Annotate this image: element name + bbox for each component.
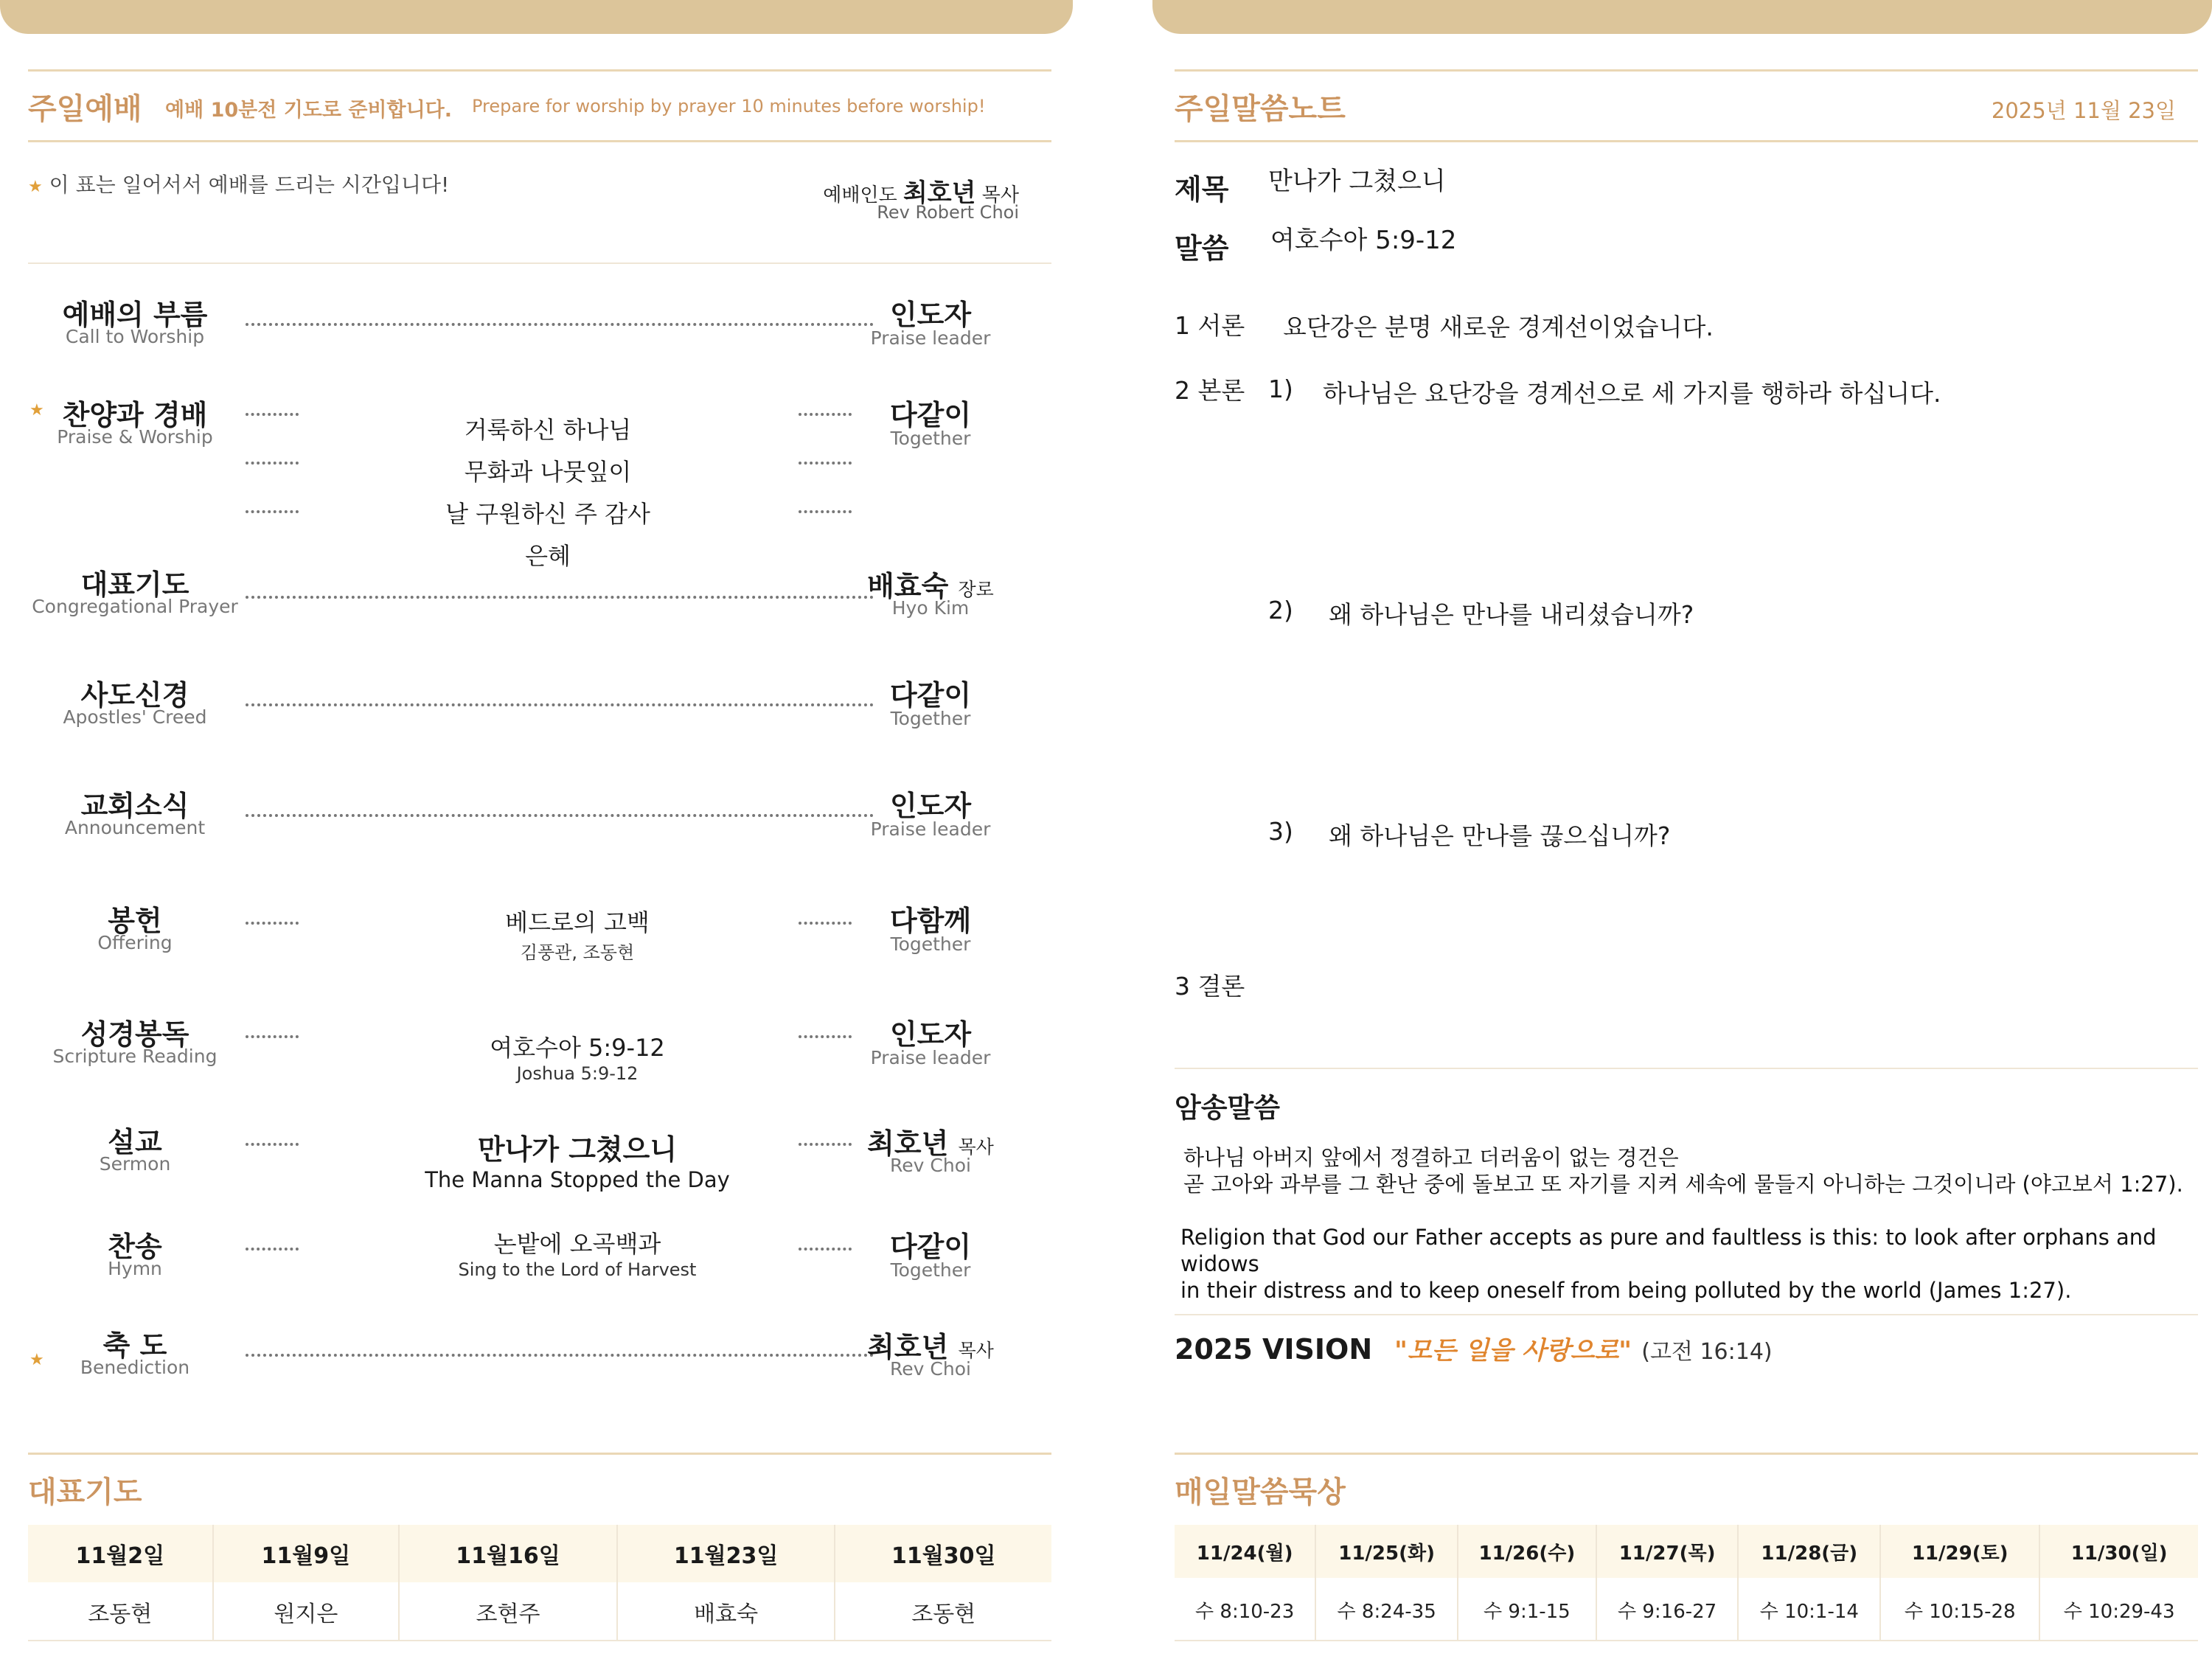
table-header-cell: 11월30일	[835, 1525, 1051, 1582]
dotted-leader	[246, 917, 299, 925]
divider	[1175, 1068, 2198, 1069]
item-detail	[308, 1127, 846, 1192]
star-icon: ★	[29, 401, 44, 420]
item-role: 다같이	[889, 399, 972, 431]
song-list	[279, 411, 817, 580]
item-title: 예배의 부름	[62, 299, 208, 331]
divider	[28, 69, 1051, 72]
worship-subtitle-en: Prepare for worship by prayer 10 minutes before worship!	[472, 96, 986, 116]
body-label: 2 본론	[1175, 376, 1245, 405]
item-detail	[308, 904, 846, 964]
item-title: 사도신경	[80, 679, 189, 712]
item-title-en: Call to Worship	[65, 326, 205, 347]
order-item	[28, 562, 1051, 650]
divider	[1175, 1314, 2198, 1315]
item-detail	[308, 1029, 846, 1084]
item-role: 다함께	[889, 905, 972, 937]
table-cell: 조현주	[399, 1582, 617, 1641]
order-item	[28, 1323, 1051, 1411]
item-title-en: Benediction	[80, 1357, 190, 1378]
point-text: 왜 하나님은 만나를 내리셨습니까?	[1329, 600, 1694, 629]
order-item	[28, 1012, 1051, 1100]
detail-main: 베드로의 고백	[505, 908, 650, 936]
vision-statement	[1175, 1330, 1773, 1366]
section-title-prayer: 대표기도	[28, 1475, 142, 1509]
sermon-note-panel	[1175, 69, 2198, 1655]
section-title-worship: 주일예배	[28, 92, 142, 126]
role-name: 최호년	[867, 1331, 949, 1363]
table-header-cell: 11/28(금)	[1738, 1525, 1880, 1578]
table-header-cell: 11/26(수)	[1458, 1525, 1596, 1578]
order-item	[28, 898, 1051, 987]
dotted-leader	[246, 319, 874, 326]
item-role-en: Together	[890, 708, 971, 729]
item-role-en: Together	[890, 1259, 971, 1281]
point-text: 왜 하나님은 만나를 끊으십니까?	[1329, 821, 1671, 850]
detail-sub: Joshua 5:9-12	[516, 1063, 639, 1084]
item-role-en: Rev Choi	[890, 1155, 971, 1176]
order-item	[28, 292, 1051, 380]
role-suffix: 장로	[958, 579, 994, 600]
table-cell: 수 10:1-14	[1738, 1578, 1880, 1641]
left-top-tab	[0, 0, 1073, 34]
point-number: 3)	[1268, 817, 1293, 846]
item-role: 다같이	[889, 1231, 972, 1263]
leader-name: 최호년	[902, 178, 976, 208]
dotted-leader	[246, 1031, 299, 1038]
intro-text: 요단강은 분명 새로운 경계선이었습니다.	[1283, 313, 1714, 341]
detail-sub: 김풍관, 조동현	[520, 942, 635, 963]
vision-ref: (고전 16:14)	[1641, 1339, 1773, 1365]
verse-line: Religion that God our Father accepts as pure and faultless is this: to look after orphans and widows	[1180, 1225, 2157, 1276]
point-number: 2)	[1268, 596, 1293, 625]
dotted-leader	[246, 591, 874, 599]
divider	[28, 262, 1051, 264]
table-header-cell: 11/30(일)	[2039, 1525, 2198, 1578]
intro-label: 1 서론	[1175, 311, 1245, 340]
table-header-cell: 11/27(목)	[1596, 1525, 1739, 1578]
conclusion-label: 3 결론	[1175, 972, 1245, 1001]
item-role-en: Praise leader	[870, 818, 991, 840]
star-icon: ★	[28, 178, 43, 196]
verse-line: in their distress and to keep oneself from being polluted by the world (James 1:27).	[1180, 1278, 2072, 1303]
leader-title: 목사	[981, 184, 1019, 206]
sermon-title-en: The Manna Stopped the Day	[425, 1167, 730, 1192]
memory-verse-ko	[1183, 1144, 2183, 1197]
item-title-en: Sermon	[99, 1153, 171, 1175]
order-item	[28, 783, 1051, 872]
table-cell: 수 9:16-27	[1596, 1578, 1739, 1641]
daily-reading-table	[1175, 1525, 2198, 1641]
item-role-en: Rev Choi	[890, 1358, 971, 1380]
standing-note	[28, 169, 449, 198]
item-role-en: Praise leader	[870, 1047, 991, 1068]
table-header-cell: 11/29(토)	[1880, 1525, 2039, 1578]
item-title: 축 도	[102, 1329, 167, 1362]
item-role: 인도자	[889, 790, 972, 822]
leader-prefix: 예배인도	[823, 184, 897, 206]
vision-label: 2025 VISION	[1175, 1333, 1373, 1366]
star-icon: ★	[29, 1351, 44, 1369]
detail-main: 논밭에 오곡백과	[493, 1230, 661, 1258]
role-suffix: 목사	[958, 1136, 994, 1158]
item-title-en: Announcement	[64, 817, 206, 838]
song: 은혜	[525, 542, 571, 570]
detail-main: 여호수아 5:9-12	[490, 1034, 665, 1062]
order-item	[28, 1224, 1051, 1312]
table-header-row	[1175, 1525, 2198, 1578]
song: 날 구원하신 주 감사	[445, 500, 650, 528]
table-cell: 수 8:24-35	[1315, 1578, 1458, 1641]
table-cell: 수 10:15-28	[1880, 1578, 2039, 1641]
memory-verse-title: 암송말씀	[1175, 1092, 1280, 1124]
role-name: 최호년	[867, 1127, 949, 1160]
item-title-en: Offering	[97, 932, 173, 953]
item-title-en: Praise & Worship	[57, 426, 213, 448]
verse-line: 곧 고아와 과부를 그 환난 중에 돌보고 또 자기를 지켜 세속에 물들지 아니하는 그것이니라 (야고보서 1:27).	[1183, 1172, 2183, 1197]
dotted-leader	[246, 1138, 299, 1146]
table-header-cell: 11월23일	[617, 1525, 835, 1582]
table-cell: 수 8:10-23	[1175, 1578, 1315, 1641]
standing-note-text: 이 표는 일어서서 예배를 드리는 시간입니다!	[49, 173, 450, 197]
dotted-leader	[246, 699, 874, 706]
item-title: 교회소식	[80, 790, 189, 822]
dotted-leader	[246, 1243, 299, 1251]
role-name: 배효숙	[867, 570, 949, 602]
dotted-leader	[246, 1349, 874, 1357]
point-number: 1)	[1268, 375, 1293, 403]
table-cell: 원지은	[213, 1582, 400, 1641]
table-cell: 조동현	[911, 1601, 976, 1627]
order-item	[28, 672, 1051, 761]
table-cell: 조동현	[28, 1582, 213, 1641]
table-header-cell: 11/24(월)	[1175, 1525, 1315, 1578]
item-title-en: Apostles' Creed	[63, 706, 207, 728]
table-row	[1175, 1578, 2198, 1641]
item-role: 인도자	[889, 1018, 972, 1051]
title-label: 제목	[1175, 173, 1229, 206]
divider	[28, 1453, 1051, 1455]
worship-subtitle: 예배 10분전 기도로 준비합니다.	[165, 99, 453, 122]
verse-line: 하나님 아버지 앞에서 정결하고 더러움이 없는 경건은	[1183, 1145, 1679, 1170]
table-cell: 수 9:1-15	[1458, 1578, 1596, 1641]
memory-verse-en	[1180, 1224, 2198, 1304]
note-date: 2025년 11월 23일	[1991, 98, 2176, 123]
table-header-cell: 11월16일	[399, 1525, 617, 1582]
item-title: 찬양과 경배	[62, 399, 208, 431]
song: 무화과 나뭇잎이	[464, 458, 632, 486]
item-title: 성경봉독	[80, 1018, 189, 1051]
item-title: 찬송	[108, 1231, 162, 1263]
order-item	[28, 1119, 1051, 1208]
table-header-cell: 11/25(화)	[1315, 1525, 1458, 1578]
section-title-sermon-note: 주일말씀노트	[1175, 92, 1346, 126]
scripture-label: 말씀	[1175, 232, 1229, 265]
right-top-tab	[1152, 0, 2212, 34]
divider	[1175, 140, 2198, 142]
item-role: 인도자	[889, 299, 972, 331]
song: 거룩하신 하나님	[464, 416, 632, 444]
item-title-en: Scripture Reading	[52, 1046, 218, 1067]
sermon-title: 만나가 그쳤으니	[477, 1133, 678, 1166]
item-role-en: Together	[890, 933, 971, 955]
sermon-title: 만나가 그쳤으니	[1268, 167, 1446, 196]
worship-order-panel	[28, 69, 1051, 1655]
table-cell: 수 10:29-43	[2063, 1600, 2175, 1623]
role-suffix: 목사	[958, 1340, 994, 1361]
table-header-row	[28, 1525, 1051, 1582]
divider	[28, 140, 1051, 142]
item-title-en: Hymn	[108, 1258, 162, 1279]
prayer-roster-table	[28, 1525, 1051, 1641]
dotted-leader	[246, 810, 874, 817]
section-title-daily: 매일말씀묵상	[1175, 1475, 1346, 1509]
detail-sub: Sing to the Lord of Harvest	[458, 1259, 697, 1280]
point-text: 하나님은 요단강을 경계선으로 세 가지를 행하라 하십니다.	[1323, 379, 1941, 408]
item-title: 설교	[108, 1126, 162, 1158]
table-row	[28, 1582, 1051, 1641]
scripture-ref: 여호수아 5:9-12	[1270, 226, 1457, 255]
divider	[28, 1640, 1051, 1641]
item-title: 대표기도	[80, 568, 189, 601]
item-title-en: Congregational Prayer	[32, 596, 238, 617]
table-cell: 배효숙	[617, 1582, 835, 1641]
vision-quote: "모든 일을 사랑으로"	[1394, 1336, 1632, 1366]
table-header-cell: 11월2일	[28, 1525, 213, 1582]
item-title: 봉헌	[108, 905, 162, 937]
divider	[1175, 1640, 2198, 1641]
item-role: 다같이	[889, 679, 972, 712]
item-role-en: Together	[890, 428, 971, 449]
leader-name-en: Rev Robert Choi	[877, 202, 1019, 223]
divider	[1175, 1453, 2198, 1455]
item-detail	[308, 1225, 846, 1280]
item-role-en: Hyo Kim	[891, 597, 970, 619]
item-role-en: Praise leader	[870, 327, 991, 349]
table-header-cell: 11월9일	[213, 1525, 400, 1582]
divider	[1175, 69, 2198, 72]
